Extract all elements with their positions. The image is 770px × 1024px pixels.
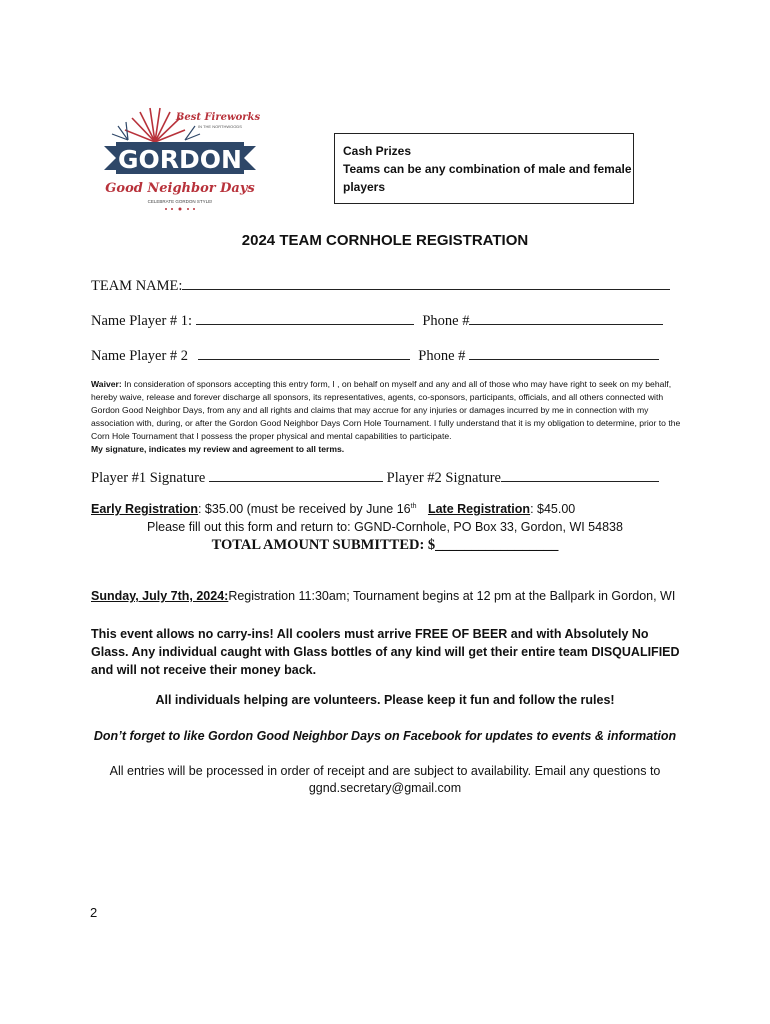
player2-signature-label: Player #2 Signature [386,470,501,486]
early-registration-sup: th [410,502,417,510]
phone2-input-line[interactable] [469,345,659,360]
late-registration-label: Late Registration [427,502,531,516]
early-registration-label: Early Registration [91,502,198,516]
volunteers-note: All individuals helping are volunteers. Please keep it fun and follow the rules! [155,693,615,707]
page-number: 2 [90,905,98,920]
waiver-label: Waiver: [91,379,122,389]
team-name-row [91,275,670,295]
player1-signature-line[interactable] [209,467,383,482]
entries-line: All entries will be processed in order of receipt and are subject to availability. Email any questions to [109,764,661,778]
late-registration-text: : $45.00 [530,502,576,516]
rules-text: This event allows no carry-ins! All coolers must arrive FREE OF BEER and with Absolutely No Glass. Any individual caught with Glass bottles of any kind will get their entire team DISQUALIFIED and will not receive their money back. [91,627,680,677]
facebook-note: Don’t forget to like Gordon Good Neighbor Days on Facebook for updates to events & information [93,729,677,743]
player2-signature-line[interactable] [501,467,659,482]
logo-graphic [100,100,260,215]
contact-email[interactable]: ggnd.secretary@gmail.com [308,781,462,795]
phone1-input-line[interactable] [469,310,663,325]
info-box-line-3: players [343,180,386,194]
phone1-label: Phone # [422,313,470,329]
player1-label: Name Player # 1: [91,313,193,329]
event-details [91,589,675,603]
player1-name-input-line[interactable] [196,310,414,325]
player1-signature-label: Player #1 Signature [91,470,206,486]
event-details-text: Registration 11:30am; Tournament begins at 12 pm at the Ballpark in Gordon, WI [228,589,676,603]
fees-row [91,502,575,516]
total-amount: TOTAL AMOUNT SUBMITTED: $_________________ [211,537,559,553]
player2-name-input-line[interactable] [198,345,410,360]
logo-banner-text: GORDON [118,145,242,174]
signatures-row [91,467,659,487]
gordon-good-neighbor-days-logo [100,100,260,215]
player1-row [91,310,663,330]
early-registration-text: : $35.00 (must be received by June 16 [197,502,411,516]
logo-top-text: Best Fireworks [175,112,260,123]
event-date: Sunday, July 7th, 2024: [91,589,229,603]
info-box-line-1: Cash Prizes [343,144,412,158]
logo-top-sub: IN THE NORTHWOODS [198,124,242,129]
player2-row [91,345,659,365]
phone2-label: Phone # [418,348,466,364]
team-name-input-line[interactable] [182,275,670,290]
return-address: Please fill out this form and return to: GGND-Cornhole, PO Box 33, Gordon, WI 54838 [147,520,623,534]
team-name-label: TEAM NAME: [91,278,183,294]
info-box-line-2: Teams can be any combination of male and female [343,162,632,176]
info-box [334,133,634,204]
logo-script-text: Good Neighbor Days [105,181,255,196]
waiver-text [91,378,681,456]
player2-label: Name Player # 2 [91,348,189,364]
waiver-closing: My signature, indicates my review and agreement to all terms. [91,444,345,454]
logo-stars-icon [165,208,195,211]
logo-tagline: CELEBRATE GORDON STYLE! [147,199,213,204]
page-title: 2024 TEAM CORNHOLE REGISTRATION [241,232,529,249]
waiver-body: In consideration of sponsors accepting this entry form, I , on behalf on myself and any and all of those who may have right to seek on my behalf, hereby waive, release and forever discharge all sponsors, its representatives, agents, co-sponsors, participants, officials, and all others connected with Gordon Good Neighbor Days, from any and all rights and claims that may accrue for any injuries or damages incurred by me in connection with my association with, during, or after the Gordon Good Neighbor Days Corn Hole Tournament. I fully understand that it is my obligation to determine, prior to the Corn Hole Tournament that I possess the proper physical and mental capabilities to participate. [91,379,681,441]
